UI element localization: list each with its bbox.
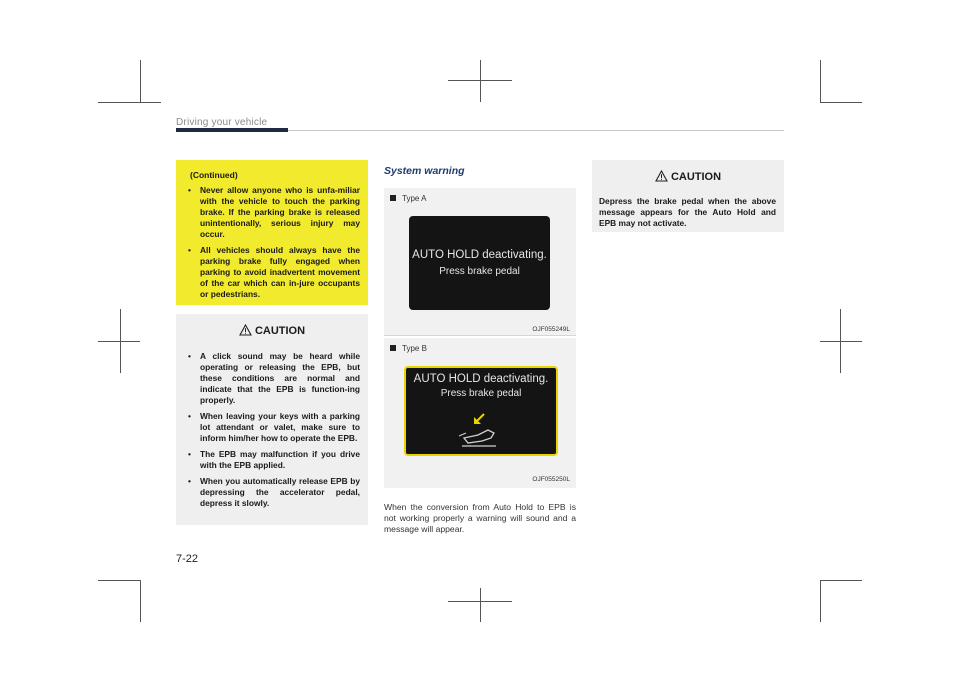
display-message-line1: AUTO HOLD deactivating. [413,373,549,385]
section-title: System warning [384,165,465,177]
crop-mark [448,601,512,602]
figure-label: Type B [390,344,427,353]
warning-triangle-icon [655,170,668,182]
crop-mark [820,580,821,622]
caution-bullet-list [186,351,360,514]
figure-label: Type A [390,194,426,203]
figure-type-b [384,338,576,488]
crop-mark [140,60,141,102]
continued-bullet-list [186,185,360,305]
page-number: 7-22 [176,553,199,565]
list-item: • All vehicles should always have the parking brake fully engaged when parking to avoid inadvertent movement of the car which can in-jure occupants or pedestrians. [188,245,360,299]
square-bullet-icon [390,195,396,201]
continued-label: (Continued) [190,170,238,180]
caution-body: Depress the brake pedal when the above message appears for the Auto Hold and EPB may not activate. [599,196,776,228]
display-message-line2: Press brake pedal [439,266,520,277]
continued-warning-box [176,160,368,305]
display-message-line1: AUTO HOLD deactivating. [412,249,547,261]
caution-title: CAUTION [176,324,368,337]
crop-mark [820,341,862,342]
brake-pedal-icon [458,426,500,448]
crop-mark [820,60,821,102]
figure-code: OJF055250L [532,476,570,483]
crop-mark [98,341,140,342]
list-item: • When you automatically release EPB by depressing the accelerator pedal, depress it slowly. [188,476,360,508]
crop-mark [480,60,481,102]
crop-mark [140,580,141,622]
crop-mark [820,580,862,581]
crop-mark [480,588,481,622]
body-paragraph: When the conversion from Auto Hold to EPB is not working properly a warning will sound and a message will appear. [384,502,576,534]
section-header: Driving your vehicle [176,117,268,128]
display-message-line2: Press brake pedal [440,388,522,399]
arrow-down-left-icon [472,412,486,426]
figure-type-a [384,188,576,335]
figure-divider [384,335,576,336]
figure-code: OJF055249L [532,326,570,333]
cluster-display [409,216,550,310]
crop-mark [98,102,161,103]
square-bullet-icon [390,345,396,351]
crop-mark [820,102,862,103]
header-rule [288,130,784,131]
warning-triangle-icon [239,324,252,336]
caution-box-left [176,314,368,525]
cluster-display [404,366,558,456]
caution-box-right [592,160,784,232]
list-item: • A click sound may be heard while operating or releasing the EPB, but these conditions are normal and indicate that the EPB is function-ing properly. [188,351,360,405]
list-item: • Never allow anyone who is unfa-miliar with the vehicle to touch the parking brake. If the parking brake is released unintentionally, serious injury may occur. [188,185,360,239]
list-item: • The EPB may malfunction if you drive with the EPB applied. [188,449,360,470]
crop-mark [448,80,512,81]
crop-mark [98,580,140,581]
caution-title: CAUTION [592,170,784,183]
header-bar [176,128,288,132]
list-item: • When leaving your keys with a parking lot attendant or valet, make sure to inform him/her how to operate the EPB. [188,411,360,443]
